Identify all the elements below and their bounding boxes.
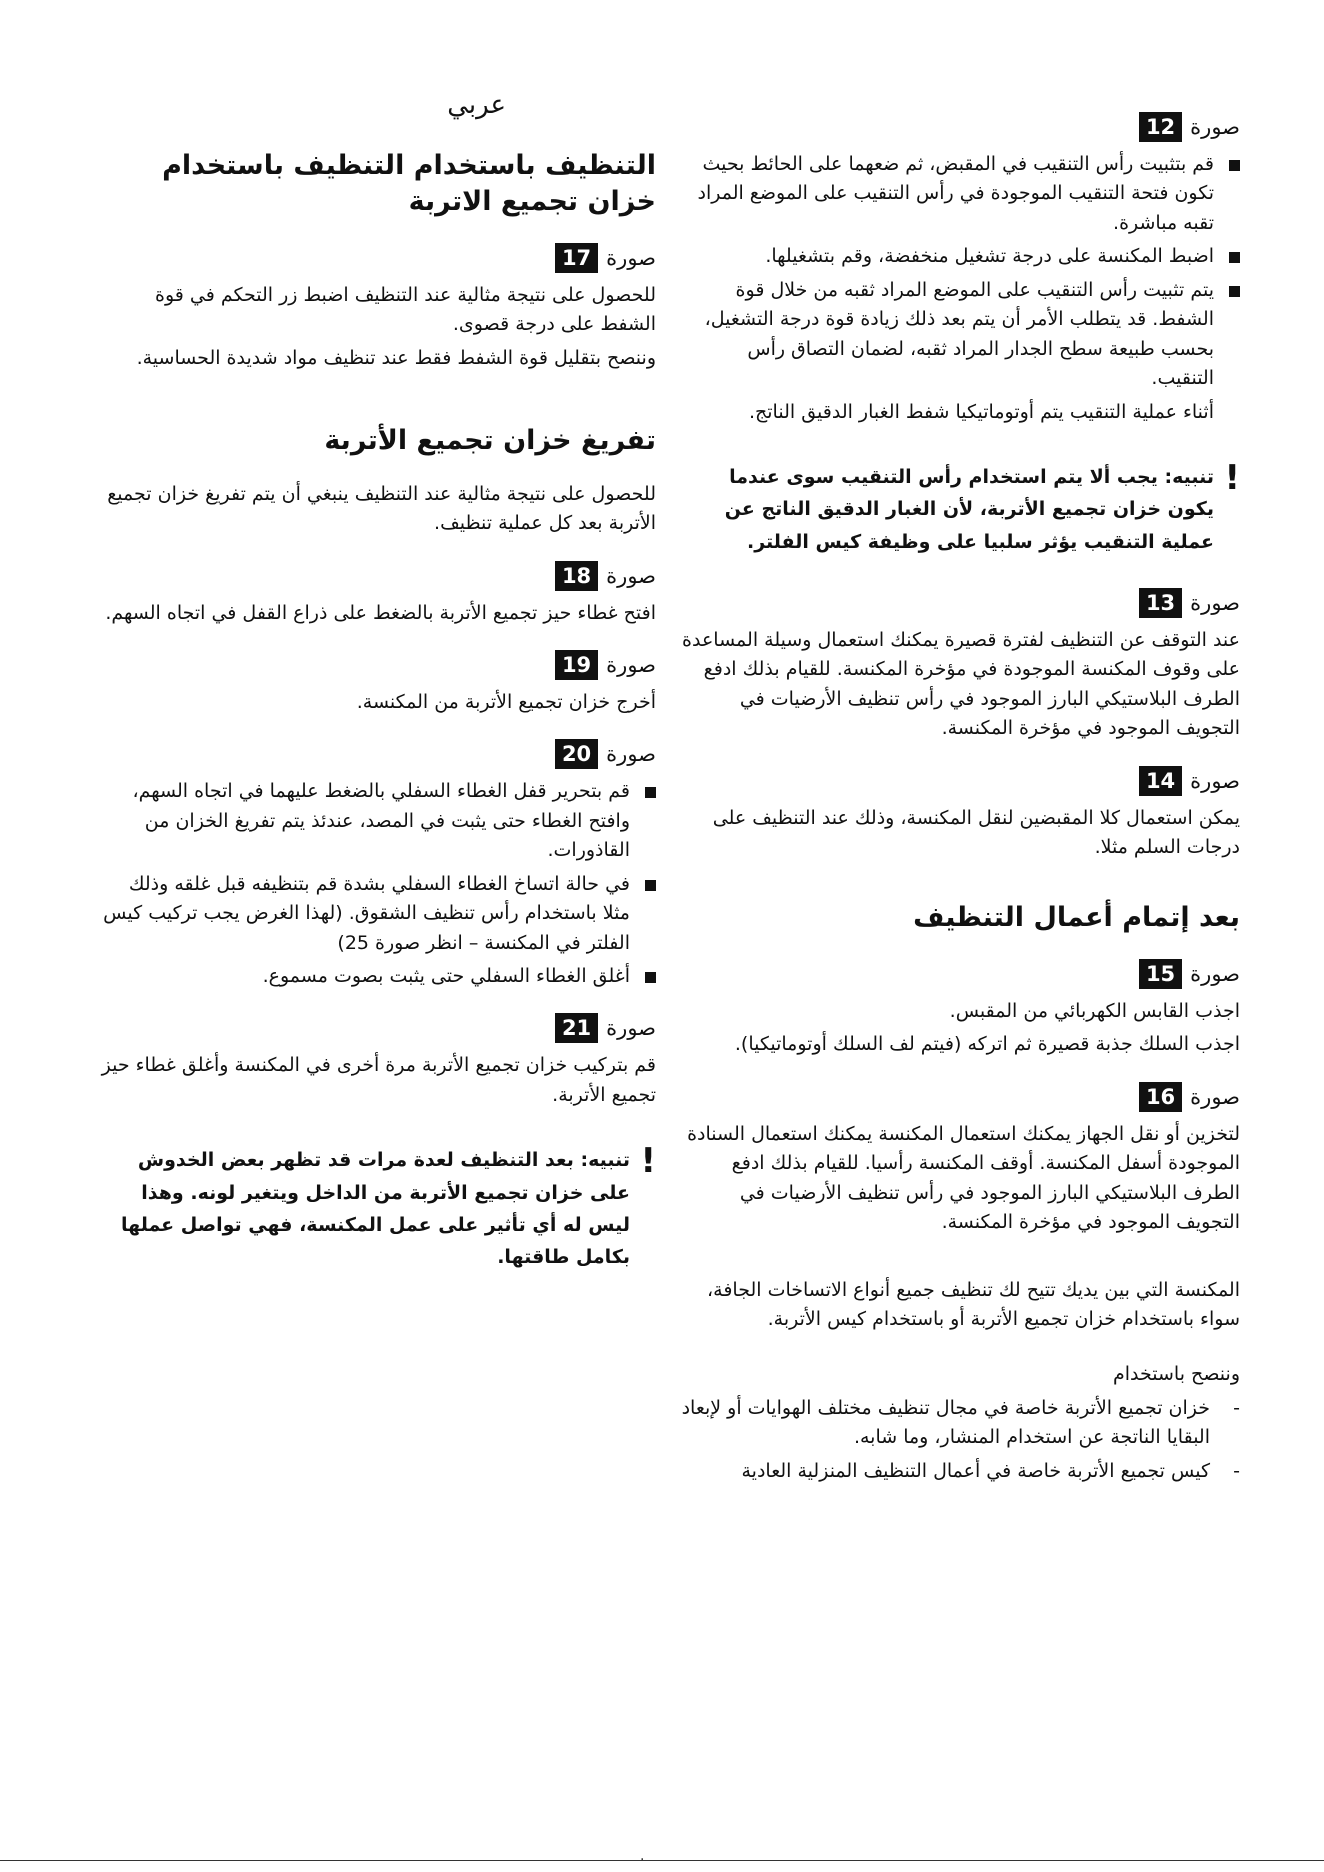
right-column [680, 90, 1240, 1490]
warning-block [680, 457, 1240, 558]
bottom-mark: . [640, 1848, 645, 1864]
warning-block [96, 1141, 656, 1273]
figure-19-label: صورة 19 [96, 650, 656, 680]
figure-18-text: افتح غطاء حيز تجميع الأتربة بالضغط على ذراع القفل في اتجاه السهم. [105, 601, 656, 624]
figure-16-text: لتخزين أو نقل الجهاز يمكنك استعمال المكنسة يمكنك استعمال السنادة الموجودة أسفل المكنسة. أوقف المكنسة رأسيا. للقيام بذلك ادفع الطرف البلاستيكي البارز الموجود في رأس تنظيف الأرضيات في التجويف الموجود في مؤخرة المكنسة. [687, 1122, 1240, 1234]
list-item: أغلق الغطاء السفلي حتى يثبت بصوت مسموع. [96, 962, 656, 991]
figure-number-badge: 19 [555, 650, 598, 680]
language-label: عربي [447, 90, 506, 120]
left-column [96, 90, 656, 1304]
exclamation-icon: ! [640, 1141, 656, 1182]
figure-number-badge: 13 [1139, 588, 1182, 618]
recommend-label: وننصح باستخدام [1113, 1363, 1240, 1386]
figure-18-label: صورة 18 [96, 561, 656, 591]
square-bullet-icon [1229, 286, 1240, 297]
list-item: يتم تثبيت رأس التنقيب على الموضع المراد ثقبه من خلال قوة الشفط. قد يتطلب الأمر أن يتم بعد ذلك زيادة قوة درجة التشغيل، بحسب طبيعة سطح الجدار المراد ثقبه، لضمان التصاق رأس التنقيب. [680, 276, 1240, 394]
square-bullet-icon [645, 787, 656, 798]
dash-list [680, 1394, 1240, 1486]
text-line: اجذب القابس الكهربائي من المقبس. [949, 999, 1240, 1022]
section-heading: تفريغ خزان تجميع الأتربة [324, 425, 656, 457]
text-line: اجذب السلك جذبة قصيرة ثم اتركه (فيتم لف السلك أوتوماتيكيا). [734, 1033, 1240, 1056]
figure-20-label: صورة 20 [96, 739, 656, 769]
figure-17-text: للحصول على نتيجة مثالية عند التنظيف اضبط زر التحكم في قوة الشفط على درجة قصوى. [155, 283, 656, 336]
square-bullet-icon [1229, 160, 1240, 171]
figure-13-text: عند التوقف عن التنظيف لفترة قصيرة يمكنك استعمال وسيلة المساعدة على وقوف المكنسة الموجودة في مؤخرة المكنسة. للقيام بذلك ادفع الطرف البلاستيكي البارز الموجود في رأس تنظيف الأرضيات في التجويف الموجود في مؤخرة المكنسة. [682, 628, 1240, 740]
figure-13-label: صورة 13 [680, 588, 1240, 618]
figure-number-badge: 12 [1139, 112, 1182, 142]
figure-number-badge: 18 [555, 561, 598, 591]
figure-number-badge: 17 [555, 243, 598, 273]
figure-20-list [96, 777, 656, 991]
list-item: اضبط المكنسة على درجة تشغيل منخفضة، وقم بتشغيلها. [680, 242, 1240, 271]
exclamation-icon: ! [1224, 457, 1240, 498]
square-bullet-icon [1229, 252, 1240, 263]
list-item: قم بتثبيت رأس التنقيب في المقبض، ثم ضعهما على الحائط بحيث تكون فتحة التنقيب الموجودة في رأس التنقيب على الموضع المراد تقبه مباشرة. [680, 150, 1240, 238]
figure-number-badge: 16 [1139, 1082, 1182, 1112]
square-bullet-icon [645, 880, 656, 891]
warning-text: تنبيه: يجب ألا يتم استخدام رأس التنقيب سوى عندما يكون خزان تجميع الأتربة، لأن الغبار الدقيق الناتج عن عملية التنقيب يؤثر سلبيا على وظيفة كيس الفلتر. [724, 465, 1214, 553]
list-item: - كيس تجميع الأتربة خاصة في أعمال التنظيف المنزلية العادية [741, 1459, 1240, 1482]
figure-number-badge: 14 [1139, 766, 1182, 796]
figure-12-list [680, 150, 1240, 427]
figure-14-label: صورة 14 [680, 766, 1240, 796]
square-bullet-icon [645, 972, 656, 983]
list-item: - خزان تجميع الأتربة خاصة في مجال تنظيف مختلف الهوايات أو لإبعاد البقايا الناتجة عن استخدام المنشار، وما شابه. [681, 1396, 1240, 1449]
figure-17-label: صورة 17 [96, 243, 656, 273]
figure-number-badge: 15 [1139, 959, 1182, 989]
figure-19-text: أخرج خزان تجميع الأتربة من المكنسة. [356, 690, 656, 713]
section-heading: بعد إتمام أعمال التنظيف [913, 902, 1240, 934]
bottom-divider [0, 1860, 1324, 1861]
warning-text: تنبيه: بعد التنظيف لعدة مرات قد تظهر بعض الخدوش على خزان تجميع الأتربة من الداخل ويتغير لونه. وهذا ليس له أي تأثير على عمل المكنسة، فهي تواصل عملها بكامل طاقتها. [121, 1149, 630, 1269]
list-item: أثناء عملية التنقيب يتم أوتوماتيكيا شفط الغبار الدقيق الناتج. [748, 400, 1214, 423]
figure-number-badge: 20 [555, 739, 598, 769]
figure-16-label: صورة 16 [680, 1082, 1240, 1112]
list-item: قم بتحرير قفل الغطاء السفلي بالضغط عليهما في اتجاه السهم، وافتح الغطاء حتى يثبت في المصد، عندئذ يتم تفريغ الخزان من القاذورات. [96, 777, 656, 865]
figure-15-label: صورة 15 [680, 959, 1240, 989]
list-item: في حالة اتساخ الغطاء السفلي بشدة قم بتنظيفه قبل غلقه وذلك مثلا باستخدام رأس تنظيف الشقوق. (لهذا الغرض يجب تركيب كيس الفلتر في المكنسة – انظر صورة 25) [96, 870, 656, 958]
figure-12-label: صورة 12 [680, 112, 1240, 142]
section-heading: التنظيف باستخدام التنظيف باستخدام خزان تجميع الاتربة [162, 150, 656, 218]
figure-17-text-2: وننصح بتقليل قوة الشفط فقط عند تنظيف مواد شديدة الحساسية. [136, 346, 656, 369]
figure-21-label: صورة 21 [96, 1013, 656, 1043]
figure-21-text: قم بتركيب خزان تجميع الأتربة مرة أخرى في المكنسة وأغلق غطاء حيز تجميع الأتربة. [101, 1054, 656, 1106]
figure-14-text: يمكن استعمال كلا المقبضين لنقل المكنسة، وذلك عند التنظيف على درجات السلم مثلا. [712, 806, 1240, 859]
figure-number-badge: 21 [555, 1013, 598, 1043]
intro-paragraph: المكنسة التي بين يديك تتيح لك تنظيف جميع أنواع الاتساخات الجافة، سواء باستخدام خزان تجميع الأتربة أو باستخدام كيس الأتربة. [707, 1278, 1240, 1330]
empty-intro-text: للحصول على نتيجة مثالية عند التنظيف ينبغي أن يتم تفريغ خزان تجميع الأتربة بعد كل عملية تنظيف. [107, 482, 656, 535]
